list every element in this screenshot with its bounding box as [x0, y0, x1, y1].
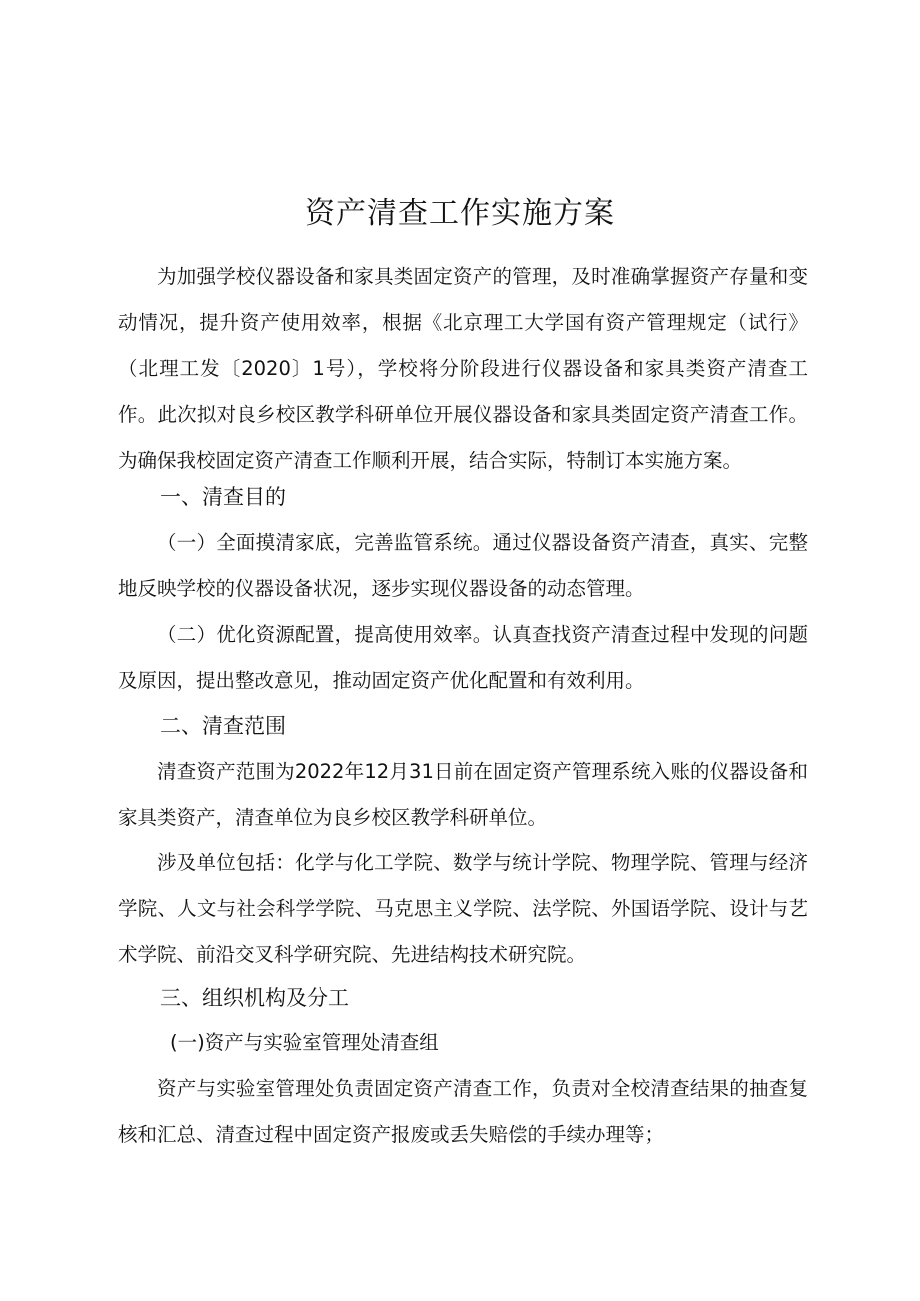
- section-3-subheading: (一)资产与实验室管理处清查组: [170, 1031, 439, 1054]
- section-1-paragraph-1: （一）全面摸清家底，完善监管系统。通过仪器设备资产清查，真实、完整地反映学校的仪器设备状况，逐步实现仪器设备的动态管理。: [118, 531, 808, 600]
- document-title: 资产清查工作实施方案: [305, 196, 615, 231]
- section-3-paragraph-1: 资产与实验室管理处负责固定资产清查工作，负责对全校清查结果的抽查复核和汇总、清查过程中固定资产报废或丢失赔偿的手续办理等；: [118, 1077, 808, 1146]
- section-1-heading: 一、清查目的: [160, 485, 286, 509]
- section-3-heading: 三、组织机构及分工: [160, 986, 349, 1010]
- section-2-paragraph-1: 清查资产范围为2022年12月31日前在固定资产管理系统入账的仪器设备和家具类资产，清查单位为良乡校区教学科研单位。: [118, 760, 808, 829]
- intro-paragraph: 为加强学校仪器设备和家具类固定资产的管理，及时准确掌握资产存量和变动情况，提升资产使用效率，根据《北京理工大学国有资产管理规定（试行》（北理工发〔2020〕1号），学校将分阶段进行仪器设备和家具类资产清查工作。此次拟对良乡校区教学科研单位开展仪器设备和家具类固定资产清查工作。为确保我校固定资产清查工作顺利开展，结合实际，特制订本实施方案。: [118, 265, 808, 472]
- section-2-paragraph-2: 涉及单位包括：化学与化工学院、数学与统计学院、物理学院、管理与经济学院、人文与社会科学学院、马克思主义学院、法学院、外国语学院、设计与艺术学院、前沿交叉科学研究院、先进结构技术研究院。: [118, 851, 808, 966]
- section-2-heading: 二、清查范围: [160, 714, 286, 738]
- section-1-paragraph-2: （二）优化资源配置，提高使用效率。认真查找资产清查过程中发现的问题及原因，提出整改意见，推动固定资产优化配置和有效利用。: [118, 623, 808, 692]
